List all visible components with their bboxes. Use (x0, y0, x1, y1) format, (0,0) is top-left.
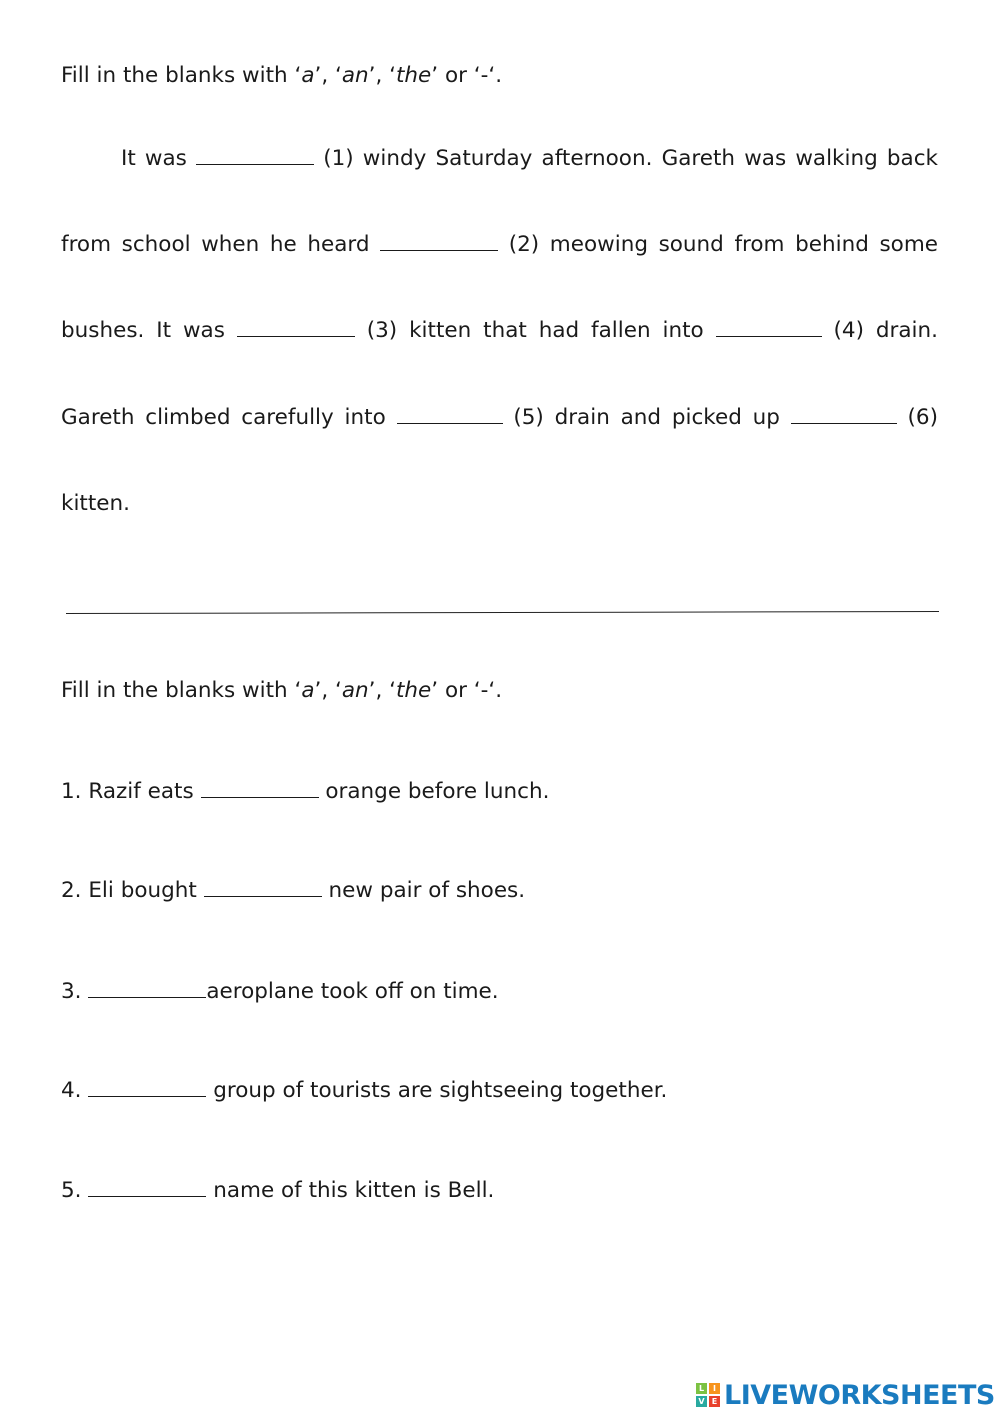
passage-line-1: It was (1) windy Saturday afternoon. Gareth was walking back (121, 146, 938, 171)
blank-2[interactable] (380, 232, 498, 251)
logo-letter: L (696, 1383, 707, 1394)
passage-line-3: bushes. It was (3) kitten that had fallen into (4) drain. (61, 318, 938, 343)
blank-6[interactable] (791, 405, 897, 424)
logo-letter: I (709, 1383, 720, 1394)
logo-text: LIVEWORKSHEETS (724, 1379, 995, 1411)
question-3: 3. aeroplane took off on time. (61, 979, 499, 1004)
passage-line-4: Gareth climbed carefully into (5) drain and picked up (6) (61, 405, 938, 430)
logo-letter: V (696, 1396, 707, 1407)
blank-1[interactable] (196, 146, 314, 165)
question-4-blank[interactable] (88, 1078, 206, 1097)
logo-letter: E (709, 1396, 720, 1407)
logo-mark-icon (696, 1383, 720, 1407)
section-divider (66, 611, 939, 614)
passage-line-2: from school when he heard (2) meowing sound from behind some (61, 232, 938, 257)
instruction-1: Fill in the blanks with ‘a’, ‘an’, ‘the’ or ‘-‘. (61, 63, 503, 88)
blank-3[interactable] (237, 318, 355, 337)
blank-5[interactable] (397, 405, 503, 424)
question-1: 1. Razif eats orange before lunch. (61, 779, 550, 804)
liveworksheets-logo (696, 1378, 995, 1412)
question-4: 4. group of tourists are sightseeing together. (61, 1078, 668, 1103)
question-5: 5. name of this kitten is Bell. (61, 1178, 495, 1203)
passage-line-5: kitten. (61, 491, 130, 516)
question-2: 2. Eli bought new pair of shoes. (61, 878, 526, 903)
question-5-blank[interactable] (88, 1178, 206, 1197)
question-3-blank[interactable] (88, 979, 206, 998)
question-1-blank[interactable] (201, 779, 319, 798)
blank-4[interactable] (716, 318, 822, 337)
question-2-blank[interactable] (204, 878, 322, 897)
instruction-2: Fill in the blanks with ‘a’, ‘an’, ‘the’ or ‘-‘. (61, 678, 503, 703)
